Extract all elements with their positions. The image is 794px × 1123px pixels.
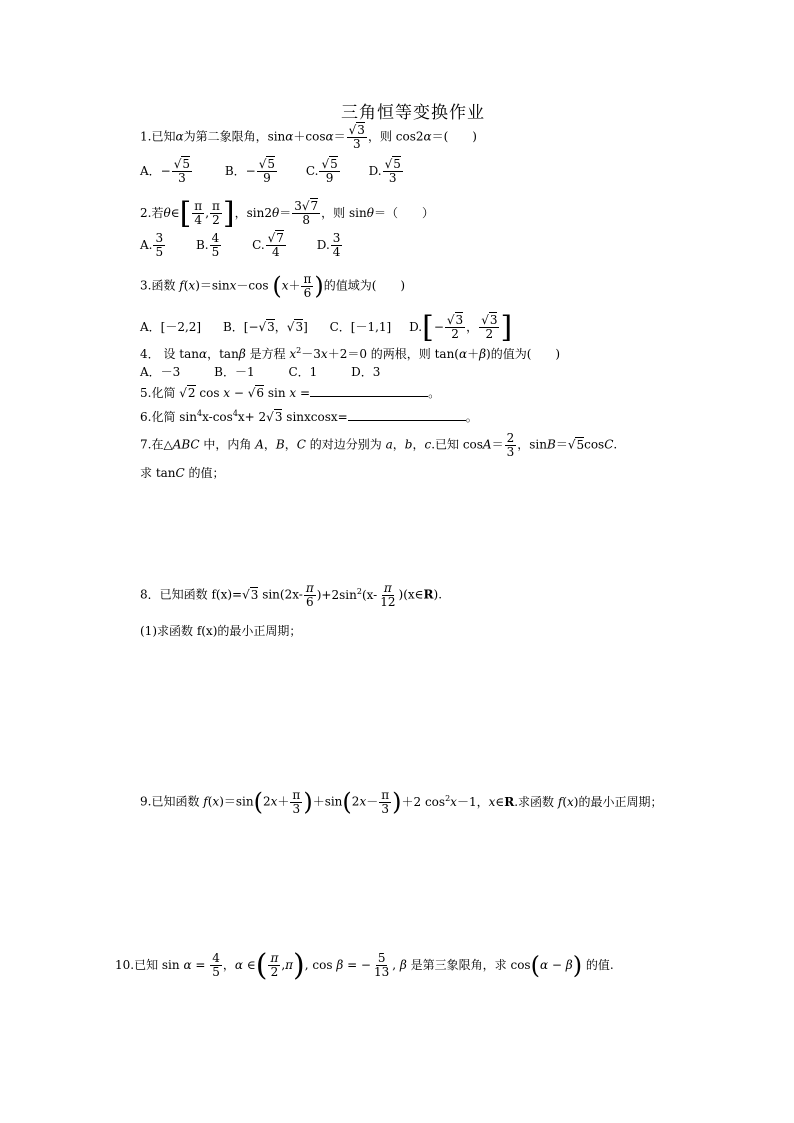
option-d: D. $\frac{√5}{3}$ <box>368 157 401 185</box>
option-d: D. $\frac{3}{4}$ <box>316 231 341 259</box>
question-6: 6.化简 $\sin^4x-\cos^4x+ 2√3$ sinxcosx= 。 <box>140 409 478 424</box>
option-c: C．1 <box>288 365 318 379</box>
option-d: D．3 <box>351 365 381 379</box>
option-c: C. $\frac{√5}{9}$ <box>305 157 338 185</box>
question-3: 3.函数 f(x)＝sinx－cos (x＋ $\frac{\pi}{6}$ )的值域为( ) <box>140 271 406 300</box>
question-5: 5.化简 √2 cos x − √6 sin x = 。 <box>140 386 441 400</box>
option-c: C. $\frac{√7}{4}$ <box>252 231 284 259</box>
option-b: B．[−√3，√3] <box>222 320 308 334</box>
question-1-options <box>140 158 404 184</box>
option-a: A．－3 <box>140 365 181 379</box>
question-9: 9.已知函数 f(x)＝sin(2x＋ $\frac{\pi}{3}$ )＋sin(2x－ $\frac{\pi}{3}$ )＋2 $\cos^2x-1$，x∈R.求函数 f(x)的最小正周期； <box>140 787 663 816</box>
option-b: B．－1 <box>214 365 255 379</box>
option-b: B. $\frac{4}{5}$ <box>195 231 220 259</box>
question-8-line-1: 8．已知函数 f(x)=√3 sin(2x- $\frac{\pi}{6}$ )$+2\sin^2(x-$ $\frac{\pi}{12}$ )(x∈R). <box>140 581 443 609</box>
option-b: B．− $\frac{√5}{9}$ <box>224 157 276 185</box>
option-a: A．− $\frac{√5}{3}$ <box>140 157 191 185</box>
option-a: A．[－2,2] <box>140 320 202 334</box>
question-7-line-2: 求 tanC 的值； <box>140 466 225 480</box>
option-c: C．[－1,1] <box>329 320 392 334</box>
question-1: 1.已知α为第二象限角，sinα＋cosα＝ $\frac{√3}{3}$ ，则 cos2α＝( ) <box>140 123 477 151</box>
option-d: D.[− $\frac{√3}{2}$ ， $\frac{√3}{2}$ ] <box>409 310 513 345</box>
option-a: A. $\frac{3}{5}$ <box>140 231 164 259</box>
question-8-line-2: (1)求函数 f(x)的最小正周期； <box>140 624 302 638</box>
question-7-line-1: 7.在△ABC 中，内角 A，B，C 的对边分别为 a，b，c.已知 cosA＝ $\frac{2}{3}$ ，sinB＝√5cosC. <box>140 431 618 459</box>
question-2-options <box>140 232 343 258</box>
question-4: 4． 设 tanα，tanβ 是方程 $x^2-3x+2=0$ 的两根，则 tan(α＋β)的值为( ) <box>140 346 561 361</box>
question-10: 10.已知 sin α = $\frac{4}{5}$ ，α ∈( $\frac{\pi}{2}$ ,π), cos β = − $\frac{5}{13}$ , β 是第三象限角，求 cos(α − β) 的值. <box>115 948 614 983</box>
question-4-options <box>140 363 380 380</box>
page-title: 三角恒等变换作业 <box>341 103 485 123</box>
question-2: 2.若θ∈[ $\frac{\pi}{4}$ , $\frac{\pi}{2}$ ]，sin2θ＝ $\frac{3√7}{8}$ ，则 sinθ＝（ ） <box>140 196 434 231</box>
question-3-options <box>140 310 512 345</box>
